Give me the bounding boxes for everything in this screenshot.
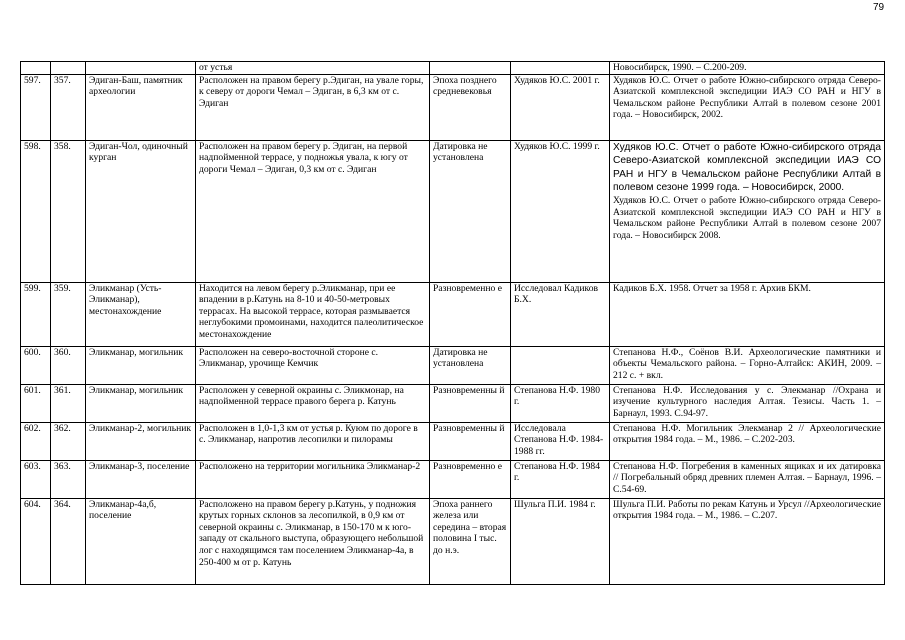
location-cell: Расположен на правом берегу р. Эдиган, на первой надпойменной террасе, у подножья увала, к югу от дороги Чемал – Эдиган, 0,3 км от с. Эдиган (196, 140, 430, 282)
location-cell: Расположен у северной окраины с. Эликмонар, на надпойменной террасе правого берега р. Катунь (196, 384, 430, 422)
name-cell: Эликманар-2, могильник (86, 422, 196, 460)
location-cell: Расположен в 1,0-1,3 км от устья р. Куюм по дороге в с. Эликманар, напротив лесопилки и пилорамы (196, 422, 430, 460)
researcher-cell: Степанова Н.Ф. 1984 г. (511, 460, 610, 498)
researcher-cell (511, 346, 610, 384)
reference-entry: Худяков Ю.С. Отчет о работе Южно-сибирского отряда Северо-Азиатской комплексной экспедиции ИАЭ СО РАН и НГУ в Чемальском районе Республики Алтай в полевом сезоне 2007 года. – Новосибирск 2008. (613, 194, 881, 241)
reference-cell (610, 74, 885, 140)
reference-cell (610, 140, 885, 282)
sub-number-cell: 359. (51, 282, 86, 346)
location-cell: от устья (196, 62, 430, 75)
table-row (21, 384, 885, 422)
dating-cell: Разновременно е (430, 460, 511, 498)
reference-cell (610, 384, 885, 422)
location-cell: Расположено на правом берегу р.Катунь, у подножия крутых горных склонов за лесопилкой, в 0,9 км от северной окраины с. Эликманар, в 150-170 м к юго-западу от скального выступа, образующего небольшой лог с находящимся там поселением Эликманар-4а, в 250-400 м от р. Катунь (196, 498, 430, 584)
sub-number-cell: 362. (51, 422, 86, 460)
reference-entry: Степанова Н.Ф. Погребения в каменных ящиках и их датировка // Погребальный обряд древних племен Алтая. – Барнаул, 1996. – С.54-69. (613, 460, 881, 495)
reference-cell (610, 460, 885, 498)
reference-cell (610, 346, 885, 384)
row-number-cell: 603. (21, 460, 51, 498)
researcher-cell: Худяков Ю.С. 1999 г. (511, 140, 610, 282)
reference-entry: Худяков Ю.С. Отчет о работе Южно-сибирского отряда Северо-Азиатской комплексной экспедиции ИАЭ СО РАН и НГУ в Чемальском районе Республики Алтай в полевом сезоне 1999 года. – Новосибирск, 2000. (613, 141, 881, 194)
reference-entry: Степанова Н.Ф. Могильник Элекманар 2 // Археологические открытия 1984 года. – М., 1986. – С.202-203. (613, 422, 881, 446)
location-cell: Расположен на правом берегу р.Эдиган, на увале горы, к северу от дороги Чемал – Эдиган, в 6,3 км от с. Эдиган (196, 74, 430, 140)
sub-number-cell: 364. (51, 498, 86, 584)
row-number-cell: 601. (21, 384, 51, 422)
row-number-cell: 598. (21, 140, 51, 282)
sub-number-cell: 363. (51, 460, 86, 498)
dating-cell: Датировка не установлена (430, 346, 511, 384)
continuation-row (21, 62, 885, 75)
location-cell: Расположен на северо-восточной стороне с. Эликманар, урочище Кемчик (196, 346, 430, 384)
sub-number-cell: 358. (51, 140, 86, 282)
row-number-cell: 600. (21, 346, 51, 384)
dating-cell: Разновременны й (430, 422, 511, 460)
reference-entry: Степанова Н.Ф., Соёнов В.И. Археологические памятники и объекты Чемальского района. – Горно-Алтайск: АКИН, 2009. – 212 с. + вкл. (613, 346, 881, 381)
name-cell: Эдиган-Баш, памятник археологии (86, 74, 196, 140)
table-row (21, 460, 885, 498)
name-cell: Эликманар, могильник (86, 384, 196, 422)
reference-cell (610, 498, 885, 584)
sub-number-cell: 357. (51, 74, 86, 140)
monument-register-table (20, 61, 885, 585)
table-row (21, 498, 885, 584)
researcher-cell: Худяков Ю.С. 2001 г. (511, 74, 610, 140)
name-cell: Эликманар, могильник (86, 346, 196, 384)
dating-cell: Эпоха раннего железа или середина – вторая половина I тыс. до н.э. (430, 498, 511, 584)
table-row (21, 74, 885, 140)
name-cell: Эликманар-3, поселение (86, 460, 196, 498)
reference-cell (610, 282, 885, 346)
row-number-cell: 604. (21, 498, 51, 584)
sub-number-cell: 361. (51, 384, 86, 422)
row-number-cell: 599. (21, 282, 51, 346)
dating-cell: Разновременно е (430, 282, 511, 346)
researcher-cell: Исследовал Кадиков Б.Х. (511, 282, 610, 346)
page-number: 79 (873, 2, 885, 13)
reference-cell (610, 422, 885, 460)
reference-entry: Шульга П.И. Работы по рекам Катунь и Урсул //Археологические открытия 1984 года. – М., 1986. – С.207. (613, 498, 881, 522)
reference-entry: Худяков Ю.С. Отчет о работе Южно-сибирского отряда Северо-Азиатской комплексной экспедиции ИАЭ СО РАН и НГУ в Чемальском районе Республики Алтай в полевом сезоне 2001 года. – Новосибирск, 2002. (613, 74, 881, 121)
name-cell: Эдиган-Чол, одиночный курган (86, 140, 196, 282)
location-cell: Находится на левом берегу р.Эликманар, при ее впадении в р.Катунь на 8-10 и 40-50-метровых террасах. На высокой террасе, которая размывается неглубокими промоинами, находится палеолитическое местонахождение (196, 282, 430, 346)
table-row (21, 422, 885, 460)
researcher-cell: Шульга П.И. 1984 г. (511, 498, 610, 584)
table-row (21, 346, 885, 384)
dating-cell: Разновременны й (430, 384, 511, 422)
name-cell: Эликманар-4а,б, поселение (86, 498, 196, 584)
row-number-cell: 597. (21, 74, 51, 140)
researcher-cell: Степанова Н.Ф. 1980 г. (511, 384, 610, 422)
row-number-cell: 602. (21, 422, 51, 460)
dating-cell: Датировка не установлена (430, 140, 511, 282)
table-row (21, 282, 885, 346)
reference-entry: Степанова Н.Ф. Исследования у с. Элекманар //Охрана и изучение культурного наследия Алтая. Тезисы. Часть 1. – Барнаул, 1993. С.94-97. (613, 384, 881, 419)
reference-cell: Новосибирск, 1990. – С.200-209. (610, 62, 885, 75)
sub-number-cell: 360. (51, 346, 86, 384)
reference-entry: Кадиков Б.Х. 1958. Отчет за 1958 г. Архив БКМ. (613, 282, 811, 294)
location-cell: Расположено на территории могильника Эликманар-2 (196, 460, 430, 498)
table-row (21, 140, 885, 282)
researcher-cell: Исследовала Степанова Н.Ф. 1984-1988 гг. (511, 422, 610, 460)
name-cell: Эликманар (Усть-Эликманар), местонахождение (86, 282, 196, 346)
dating-cell: Эпоха позднего средневековья (430, 74, 511, 140)
